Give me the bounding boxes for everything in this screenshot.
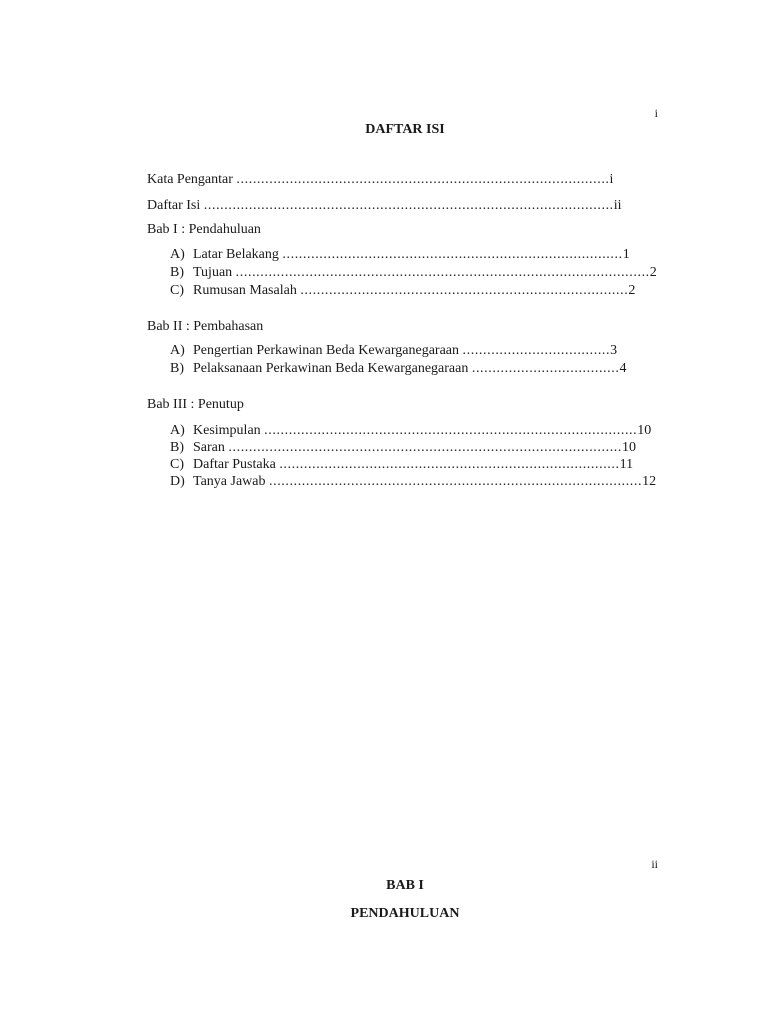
toc-item-page: 2: [649, 265, 657, 280]
toc-entry-daftar-isi: [147, 197, 622, 214]
toc-leader-dots: .....................................................................................................: [235, 265, 650, 280]
toc-item-label: Tujuan: [193, 265, 236, 280]
toc-item-page: 3: [610, 343, 618, 358]
toc-item: [170, 342, 617, 359]
chapter-title: PENDAHULUAN: [350, 906, 460, 921]
section-heading-bab-3: Bab III : Penutup: [147, 397, 244, 412]
toc-entry-label: Daftar Isi: [147, 198, 204, 213]
toc-leader-dots: ....................................: [471, 361, 620, 376]
toc-item: [170, 360, 626, 377]
toc-item: [170, 473, 656, 490]
toc-item: [170, 422, 651, 439]
toc-item-page: 2: [628, 283, 636, 298]
toc-leader-dots: ...................................................................................: [282, 247, 623, 262]
toc-leader-dots: ...........................................................................................: [269, 474, 643, 489]
item-marker: B): [170, 440, 184, 455]
page-number: ii: [651, 857, 658, 871]
toc-leader-dots: ................................................................................: [300, 283, 629, 298]
toc-item-label: Tanya Jawab: [193, 474, 269, 489]
toc-leader-dots: ...........................................................................................: [264, 423, 638, 438]
chapter-heading: BAB I: [386, 878, 424, 893]
item-marker: C): [170, 283, 184, 298]
page-number: i: [654, 106, 658, 120]
toc-item: [170, 264, 657, 281]
item-marker: D): [170, 474, 185, 489]
toc-entry-page: ii: [613, 198, 622, 213]
toc-item-label: Latar Belakang: [193, 247, 283, 262]
toc-item-page: 4: [619, 361, 627, 376]
toc-item-label: Pelaksanaan Perkawinan Beda Kewarganegaraan: [193, 361, 472, 376]
item-marker: A): [170, 343, 185, 358]
toc-item: [170, 456, 633, 473]
page-title: DAFTAR ISI: [365, 122, 445, 137]
toc-item-label: Kesimpulan: [193, 423, 265, 438]
toc-item-page: 11: [619, 457, 634, 472]
item-marker: C): [170, 457, 184, 472]
toc-entry-kata-pengantar: [147, 171, 613, 188]
toc-item-label: Daftar Pustaka: [193, 457, 280, 472]
item-marker: A): [170, 247, 185, 262]
section-heading-bab-2: Bab II : Pembahasan: [147, 319, 264, 334]
toc-item: [170, 282, 635, 299]
toc-entry-page: i: [609, 172, 614, 187]
toc-item: [170, 246, 630, 263]
toc-item-page: 1: [622, 247, 630, 262]
toc-item-page: 10: [622, 440, 636, 455]
toc-item-label: Pengertian Perkawinan Beda Kewarganegaraan: [193, 343, 463, 358]
item-marker: B): [170, 265, 184, 280]
toc-item-page: 12: [642, 474, 657, 489]
toc-leader-dots: ...................................................................................: [279, 457, 620, 472]
toc-entry-label: Kata Pengantar: [147, 172, 237, 187]
item-marker: B): [170, 361, 184, 376]
toc-item: [170, 439, 636, 456]
toc-item-label: Saran: [193, 440, 229, 455]
toc-leader-dots: ................................................................................................: [228, 440, 622, 455]
toc-leader-dots: ...........................................................................................: [236, 172, 610, 187]
toc-leader-dots: ....................................................................................................: [203, 198, 614, 213]
toc-leader-dots: ....................................: [462, 343, 611, 358]
item-marker: A): [170, 423, 185, 438]
toc-item-page: 10: [637, 423, 652, 438]
section-heading-bab-1: Bab I : Pendahuluan: [147, 222, 261, 237]
toc-item-label: Rumusan Masalah: [193, 283, 301, 298]
